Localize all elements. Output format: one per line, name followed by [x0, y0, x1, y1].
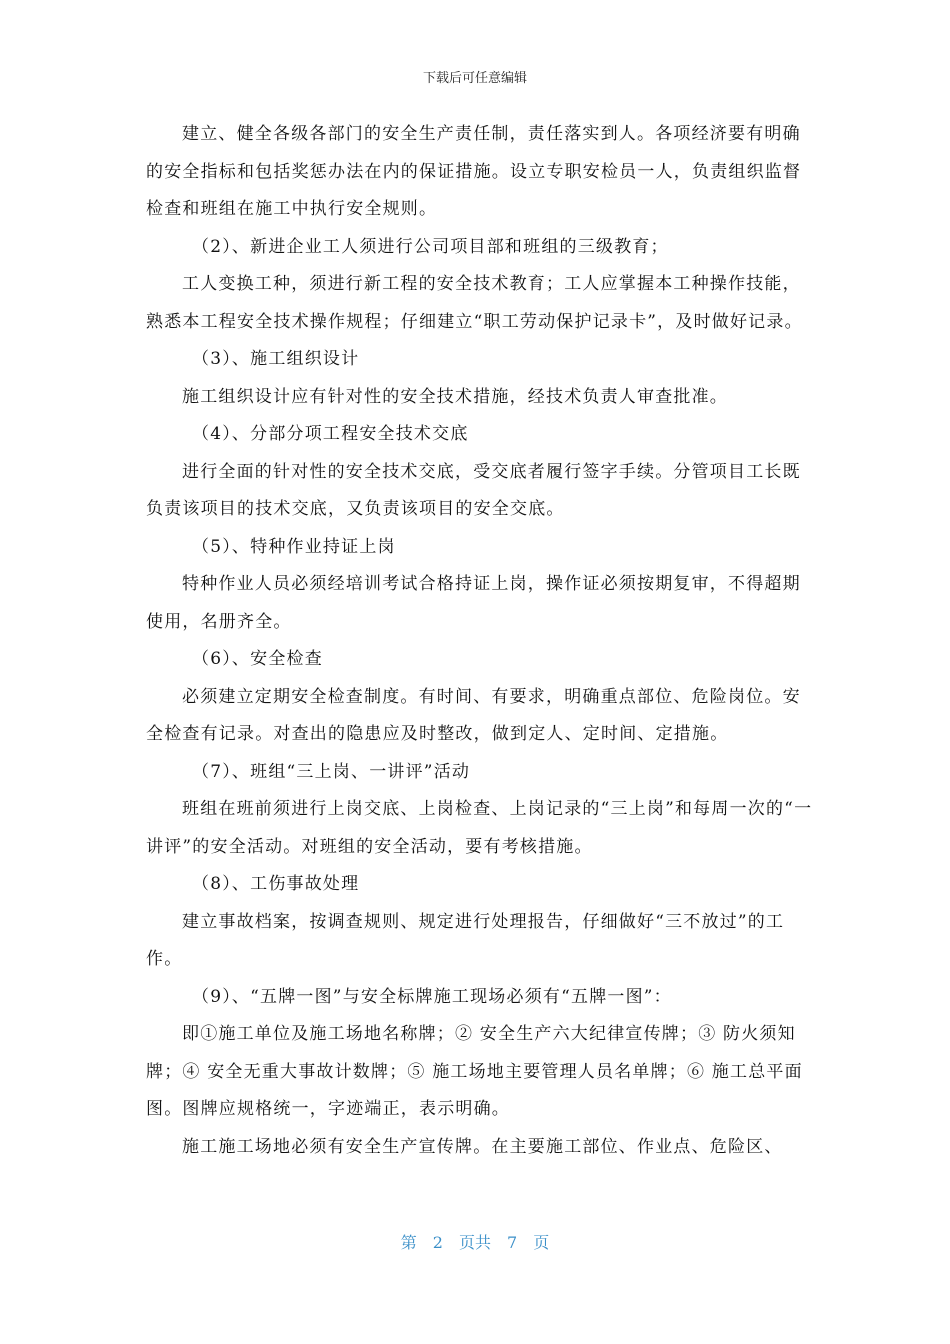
page-suffix: 页 [533, 1233, 550, 1252]
section-heading: （4）、分部分项工程安全技术交底 [192, 424, 469, 444]
paragraph: 即①施工单位及施工场地名称牌；② 安全生产六大纪律宣传牌；③ 防火须知牌；④ 安全无重大事故计数牌；⑤ 施工场地主要管理人员名单牌；⑥ 施工总平面图。图牌应规格统一，字迹端正，表示明确。 [146, 1024, 803, 1119]
paragraph: 班组在班前须进行上岗交底、上岗检查、上岗记录的“三上岗”和每周一次的“一讲评”的安全活动。对班组的安全活动，要有考核措施。 [146, 799, 813, 857]
paragraph: 建立事故档案，按调查规则、规定进行处理报告，仔细做好“三不放过”的工作。 [146, 911, 785, 969]
section-heading: （6）、安全检查 [192, 649, 323, 669]
section-heading: （3）、施工组织设计 [192, 349, 360, 369]
page-number-total: 7 [507, 1233, 518, 1252]
page-footer [0, 1230, 950, 1253]
section-heading: （7）、班组“三上岗、一讲评”活动 [192, 761, 471, 782]
paragraph: 施工组织设计应有针对性的安全技术措施，经技术负责人审查批准。 [182, 386, 728, 407]
page-prefix: 第 [400, 1233, 417, 1252]
section-heading: （9）、“五牌一图”与安全标牌施工现场必须有“五牌一图”： [192, 986, 672, 1007]
page-number-current: 2 [432, 1233, 443, 1252]
section-heading: （5）、特种作业持证上岗 [192, 536, 396, 557]
paragraph: 施工施工场地必须有安全生产宣传牌。在主要施工部位、作业点、危险区、 [182, 1136, 783, 1157]
paragraph: 工人变换工种，须进行新工程的安全技术教育；工人应掌握本工种操作技能，熟悉本工程安全技术操作规程；仔细建立“职工劳动保护记录卡”，及时做好记录。 [146, 274, 803, 332]
paragraph: 必须建立定期安全检查制度。有时间、有要求，明确重点部位、危险岗位。安全检查有记录。对查出的隐患应及时整改，做到定人、定时间、定措施。 [146, 686, 801, 744]
paragraph: 特种作业人员必须经培训考试合格持证上岗，操作证必须按期复审，不得超期使用，名册齐全。 [146, 574, 801, 632]
page-header-note: 下载后可任意编辑 [422, 71, 527, 86]
section-heading: （8）、工伤事故处理 [192, 874, 360, 894]
paragraph: 建立、健全各级各部门的安全生产责任制，责任落实到人。各项经济要有明确的安全指标和包括奖惩办法在内的保证措施。设立专职安检员一人，负责组织监督检查和班组在施工中执行安全规则。 [146, 124, 802, 219]
page-mid: 页共 [458, 1233, 491, 1252]
document-body [146, 116, 816, 1166]
paragraph: 进行全面的针对性的安全技术交底，受交底者履行签字手续。分管项目工长既负责该项目的技术交底，又负责该项目的安全交底。 [146, 461, 801, 519]
section-heading: （2）、新进企业工人须进行公司项目部和班组的三级教育； [192, 236, 669, 257]
